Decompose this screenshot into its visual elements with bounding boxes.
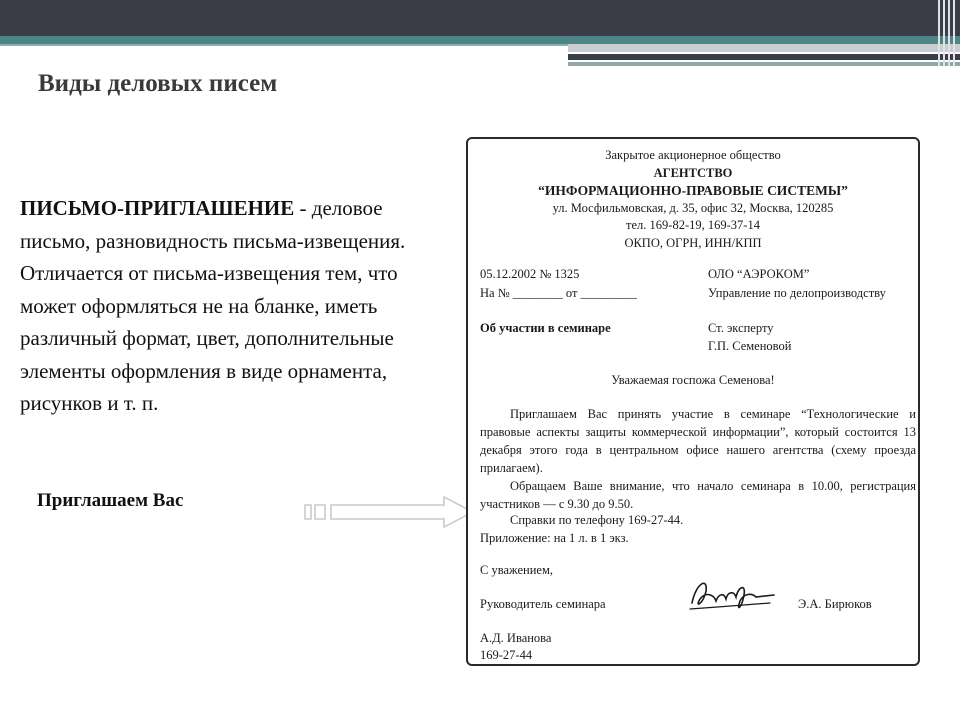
executor-name: А.Д. Иванова — [480, 631, 552, 645]
letterhead-address: ул. Мосфильмовская, д. 35, офис 32, Москва, 120285 — [552, 200, 834, 215]
definition-text — [20, 192, 420, 420]
letter-scan — [466, 137, 920, 666]
letter-paragraph-2: Обращаем Ваше внимание, что начало семинара в 10.00, регистрация участников — с 9.30 до 9.50. — [480, 479, 916, 511]
definition-body: - деловое письмо, разновидность письма-извещения. Отличается от письма-извещения тем, что может оформляться не на бланке, иметь различный формат, цвет, дополнительные элементы оформления в виде орнамента, рисунков и т. п. — [20, 196, 406, 415]
letterhead-org-word: АГЕНТСТВО — [653, 165, 733, 180]
letter-caption: Приглашаем Вас — [37, 490, 184, 511]
header-accent-line — [0, 44, 568, 46]
letter-date-number: 05.12.2002 № 1325 — [480, 267, 580, 281]
letterhead-phones: тел. 169-82-19, 169-37-14 — [626, 218, 760, 232]
letter-ref-line: На № ________ от _________ — [480, 286, 637, 300]
header-corner-lines — [936, 0, 956, 66]
slide-title: Виды деловых писем — [38, 70, 278, 97]
signer-name: Э.А. Бирюков — [798, 597, 872, 611]
letter-paragraph-3: Справки по телефону 169-27-44. — [510, 513, 684, 527]
letterhead — [468, 147, 918, 252]
addressee-name: Г.П. Семеновой — [708, 339, 792, 353]
letter-salutation: Уважаемая госпожа Семенова! — [611, 373, 775, 387]
letter-attachment: Приложение: на 1 л. в 1 экз. — [480, 531, 629, 545]
handwritten-signature — [686, 573, 778, 617]
letter-closing: С уважением, — [480, 563, 553, 577]
letter-paragraph-1: Приглашаем Вас принять участие в семинаре “Технологические и правовые аспекты защиты коммерческой информации”, который состоится 13 декабря этого года в центральном офисе нашего агентства (схему проезда прилагаем). — [480, 407, 916, 475]
letterhead-org-name: “ИНФОРМАЦИОННО-ПРАВОВЫЕ СИСТЕМЫ” — [538, 183, 848, 198]
header-steps — [568, 44, 960, 68]
arrow-right-icon — [304, 496, 476, 532]
signer-position: Руководитель семинара — [480, 597, 606, 611]
addressee-dept: Управление по делопроизводству — [708, 286, 886, 300]
header-accent-bar — [0, 36, 960, 44]
letter-subject: Об участии в семинаре — [480, 321, 611, 335]
definition-term: ПИСЬМО-ПРИГЛАШЕНИЕ — [20, 196, 295, 220]
executor-phone: 169-27-44 — [480, 648, 533, 662]
letterhead-org-type: Закрытое акционерное общество — [605, 148, 781, 162]
addressee-position: Ст. эксперту — [708, 321, 774, 335]
addressee-org: ОЛО “АЭРОКОМ” — [708, 267, 810, 281]
header-band — [0, 0, 960, 36]
letterhead-codes: ОКПО, ОГРН, ИНН/КПП — [624, 235, 762, 250]
